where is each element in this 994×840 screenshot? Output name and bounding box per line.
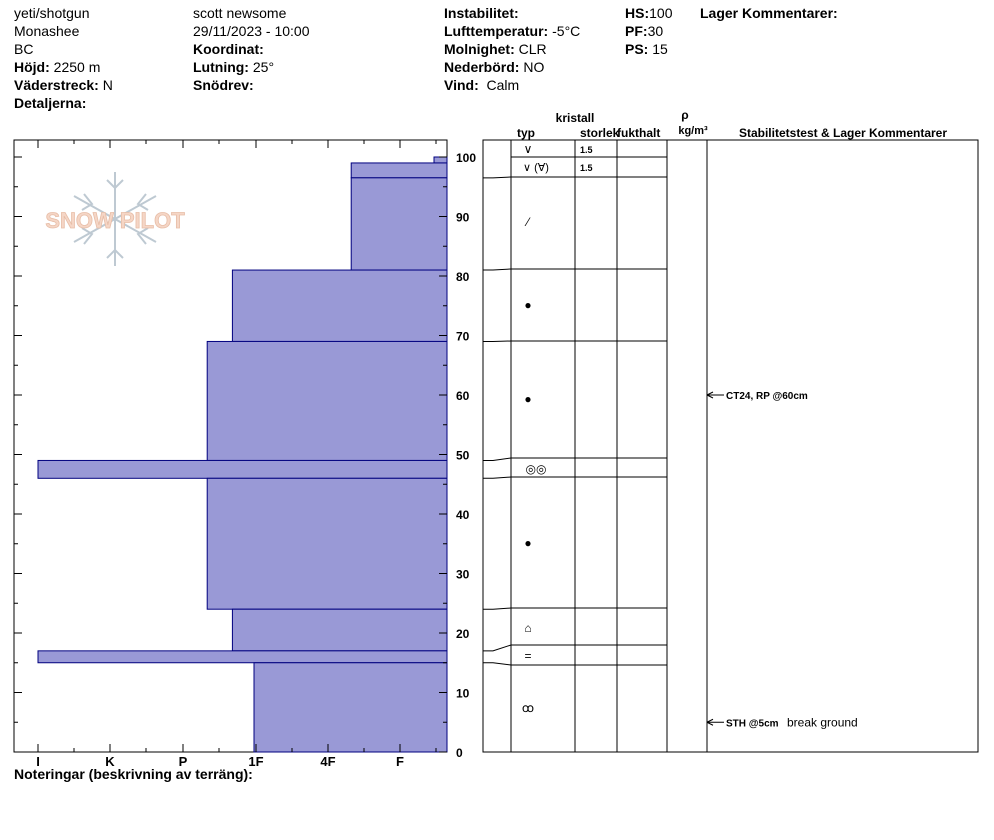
y-tick-label-90: 90 xyxy=(456,210,470,225)
logo-text: SNOW PILOT xyxy=(45,208,185,233)
hs-value: 100 xyxy=(649,5,673,21)
snowpilot-logo xyxy=(45,172,185,266)
crystal-symbol-5: ◎◎ xyxy=(525,462,547,476)
header-crystal: kristall xyxy=(555,111,595,125)
x-tick-label-1F: 1F xyxy=(248,754,264,769)
aspect-label: Väderstreck: xyxy=(14,77,99,93)
site-name: yeti/shotgun xyxy=(14,5,90,21)
region-name: BC xyxy=(14,41,34,57)
x-tick-label-F: F xyxy=(396,754,404,769)
x-tick-label-P: P xyxy=(178,754,188,769)
depth-connector-24 xyxy=(483,608,511,609)
precip-label: Nederbörd: xyxy=(444,59,520,75)
header-density-unit: kg/m³ xyxy=(678,125,708,137)
y-tick-label-30: 30 xyxy=(456,567,470,582)
hs-label: HS: xyxy=(625,5,650,21)
annotation-text-0: CT24, RP @60cm xyxy=(726,391,808,402)
aspect-value: N xyxy=(102,77,113,93)
y-tick-label-20: 20 xyxy=(456,627,470,641)
pf-label: PF: xyxy=(625,23,648,39)
header-size: storlek xyxy=(580,126,620,140)
annotation-extra-1: break ground xyxy=(787,715,858,730)
range-name: Monashee xyxy=(14,23,80,39)
crystal-symbol-9: ꝏ xyxy=(521,701,535,715)
depth-connector-96.5 xyxy=(483,177,511,178)
stability-annotations xyxy=(707,391,858,729)
hardness-bar-2 xyxy=(351,178,447,270)
x-tick-label-K: K xyxy=(105,754,115,769)
hardness-bar-1 xyxy=(351,163,447,178)
hardness-bar-9 xyxy=(254,663,447,752)
crystal-size-surface: 1.5 xyxy=(580,145,593,155)
y-tick-label-100: 100 xyxy=(456,151,477,165)
hardness-bar-7 xyxy=(232,609,447,651)
airtemp-value: -5°C xyxy=(552,23,581,39)
details-label: Detaljerna: xyxy=(14,95,87,111)
observation-datetime: 29/11/2023 - 10:00 xyxy=(193,23,310,39)
annotation-text-1: STH @5cm xyxy=(726,718,779,730)
slope-label: Lutning: xyxy=(193,59,249,75)
elevation-value: 2250 m xyxy=(53,59,101,75)
observer-name: scott newsome xyxy=(193,5,287,21)
crystal-size-1: 1.5 xyxy=(580,163,593,173)
depth-connector-15 xyxy=(483,663,511,665)
y-tick-label-60: 60 xyxy=(456,389,470,403)
airtemp-label: Lufttemperatur: xyxy=(444,23,549,39)
y-tick-label-40: 40 xyxy=(456,508,470,522)
hardness-bar-6 xyxy=(207,478,447,609)
crystal-symbol-4: ● xyxy=(524,392,532,406)
instability-label: Instabilitet: xyxy=(444,5,519,21)
y-axis-labels xyxy=(456,151,476,760)
crystal-symbol-2: ⁄ xyxy=(526,215,530,229)
ps-label: PS: xyxy=(625,41,649,57)
y-tick-label-10: 10 xyxy=(456,686,470,701)
hardness-bar-0 xyxy=(434,157,447,163)
crystal-symbol-8: = xyxy=(524,649,532,663)
depth-connector-46 xyxy=(483,477,511,478)
crystal-symbol-7: ⌂ xyxy=(524,621,532,635)
header-moisture: fukthalt xyxy=(617,126,661,140)
coord-label: Koordinat: xyxy=(193,41,264,57)
hardness-bar-4 xyxy=(207,341,447,460)
annotation-arrow-1 xyxy=(707,719,724,725)
crystal-symbol-3: ● xyxy=(524,298,532,312)
y-tick-label-70: 70 xyxy=(456,329,470,344)
cloud-label: Molnighet: xyxy=(444,41,515,57)
layer-table-frame xyxy=(483,140,978,752)
crystal-symbol-6: ● xyxy=(524,536,532,550)
depth-connector-81 xyxy=(483,269,511,270)
y-tick-label-50: 50 xyxy=(456,448,470,463)
precip-value: NO xyxy=(523,59,545,75)
header-rho: ρ xyxy=(681,108,689,122)
x-tick-label-4F: 4F xyxy=(320,754,336,769)
depth-connector-17 xyxy=(483,645,511,651)
notes-label: Noteringar (beskrivning av terräng): xyxy=(14,766,253,782)
header-stability: Stabilitetstest & Lager Kommentarer xyxy=(738,126,948,140)
y-tick-label-80: 80 xyxy=(456,270,470,284)
pf-value: 30 xyxy=(647,23,664,39)
ps-value: 15 xyxy=(652,41,668,57)
annotation-arrow-0 xyxy=(707,392,724,398)
drift-label: Snödrev: xyxy=(193,77,254,93)
wind-label: Vind: xyxy=(444,77,479,93)
slope-value: 25° xyxy=(252,59,275,75)
elevation-label: Höjd: xyxy=(14,59,50,75)
hardness-bar-3 xyxy=(232,270,447,341)
cloud-value: CLR xyxy=(518,41,547,57)
crystal-symbol-1: ∨ (∀) xyxy=(523,162,549,174)
crystal-symbol-surface: ∨ xyxy=(523,142,533,156)
y-tick-label-0: 0 xyxy=(456,746,463,760)
wind-value: Calm xyxy=(486,77,520,93)
hardness-bars xyxy=(38,157,447,752)
hardness-bar-8 xyxy=(38,651,447,663)
depth-connector-49 xyxy=(483,458,511,460)
x-tick-label-I: I xyxy=(36,754,40,769)
header-type: typ xyxy=(517,126,535,140)
layer-comments-heading: Lager Kommentarer: xyxy=(700,5,838,21)
hardness-bar-5 xyxy=(38,460,447,478)
